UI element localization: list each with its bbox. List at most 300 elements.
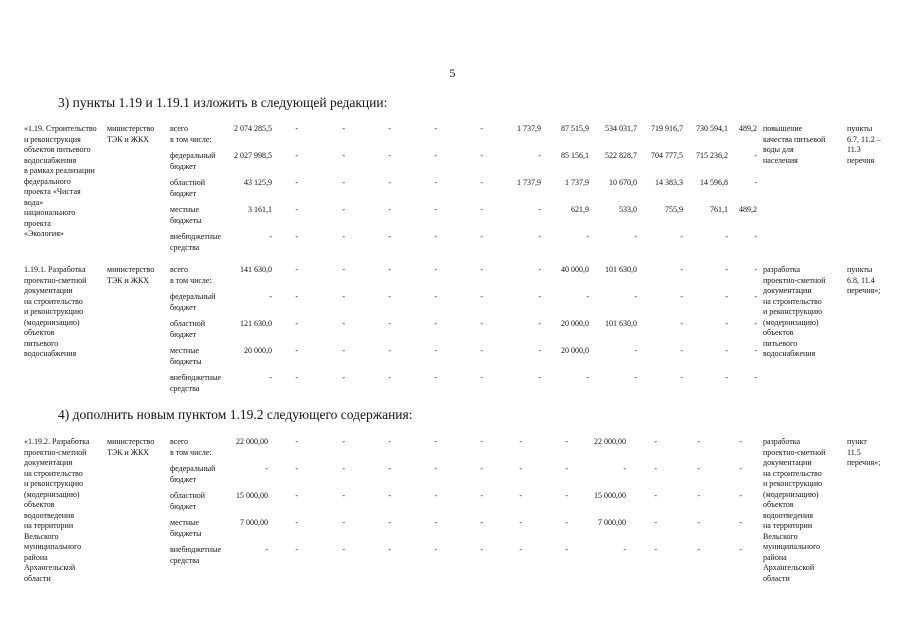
funding-value: - bbox=[623, 545, 626, 554]
funding-value: - bbox=[725, 232, 728, 241]
text-line: всего bbox=[170, 124, 189, 133]
funding-value: - bbox=[480, 205, 483, 214]
funding-value: - bbox=[480, 437, 483, 446]
executor bbox=[107, 265, 167, 286]
funding-value: - bbox=[388, 491, 391, 500]
text-line: разработка bbox=[763, 265, 801, 274]
funding-value: - bbox=[295, 178, 298, 187]
funding-value: 40 000,0 bbox=[561, 265, 589, 274]
text-line: проектно-сметной bbox=[763, 447, 826, 457]
funding-value: - bbox=[295, 491, 298, 500]
text-line: федеральный bbox=[170, 464, 216, 473]
funding-value: - bbox=[434, 491, 437, 500]
funding-value: - bbox=[388, 319, 391, 328]
text-line: средства bbox=[170, 383, 200, 393]
text-line: проектно-сметной bbox=[763, 275, 826, 285]
funding-value: - bbox=[725, 373, 728, 382]
text-line: области bbox=[763, 573, 790, 583]
text-line: местные bbox=[170, 346, 200, 355]
funding-value: - bbox=[680, 292, 683, 301]
funding-value: 10 670,0 bbox=[609, 178, 637, 187]
section-heading: 4) дополнить новым пунктом 1.19.2 следующего содержания: bbox=[58, 407, 413, 422]
funding-value: - bbox=[388, 545, 391, 554]
text-line: в том числе: bbox=[170, 275, 212, 285]
funding-value: - bbox=[480, 319, 483, 328]
text-line: средства bbox=[170, 242, 200, 252]
funding-value: - bbox=[654, 518, 657, 527]
text-line: бюджет bbox=[170, 188, 197, 198]
text-line: документации bbox=[24, 286, 73, 295]
executor bbox=[107, 124, 167, 145]
funding-value: - bbox=[434, 518, 437, 527]
text-line: пункты bbox=[847, 265, 873, 274]
funding-value: 3 161,1 bbox=[248, 205, 272, 214]
funding-value: - bbox=[519, 491, 522, 500]
funding-value: - bbox=[388, 437, 391, 446]
text-line: на территории bbox=[24, 521, 74, 530]
funding-value: - bbox=[634, 373, 637, 382]
funding-value: - bbox=[538, 346, 541, 355]
funding-value: 715 236,2 bbox=[696, 151, 728, 160]
funding-value: - bbox=[754, 232, 757, 241]
funding-value: - bbox=[680, 319, 683, 328]
funding-value: - bbox=[388, 518, 391, 527]
text-line: водоснабжения bbox=[763, 349, 816, 358]
text-line: 6.8, 11.4 bbox=[847, 275, 875, 285]
expected-result bbox=[763, 437, 845, 584]
text-line: документации bbox=[763, 286, 812, 295]
text-line: внебюджетные bbox=[170, 545, 221, 554]
funding-value: - bbox=[269, 373, 272, 382]
funding-value: - bbox=[388, 124, 391, 133]
funding-value: - bbox=[654, 491, 657, 500]
text-line: Архангельской bbox=[763, 563, 815, 572]
text-line: министерство bbox=[107, 124, 155, 133]
funding-value: - bbox=[295, 464, 298, 473]
funding-value: 20 000,0 bbox=[561, 346, 589, 355]
funding-value: - bbox=[754, 346, 757, 355]
funding-value: - bbox=[295, 265, 298, 274]
funding-value: 534 031,7 bbox=[605, 124, 637, 133]
text-line: «1.19. Строительство bbox=[24, 124, 97, 133]
funding-value: 43 125,9 bbox=[244, 178, 272, 187]
text-line: областной bbox=[170, 178, 206, 187]
measure-name bbox=[24, 124, 106, 240]
text-line: бюджет bbox=[170, 161, 197, 171]
text-line: федерального bbox=[24, 176, 71, 186]
text-line: федеральный bbox=[170, 292, 216, 301]
funding-value: 533,0 bbox=[619, 205, 637, 214]
funding-value: - bbox=[388, 151, 391, 160]
funding-value: 755,9 bbox=[665, 205, 683, 214]
text-line: 1.19.1. Разработка bbox=[24, 265, 86, 274]
text-line: местные bbox=[170, 518, 200, 527]
funding-value: - bbox=[265, 545, 268, 554]
text-line: питьевого bbox=[763, 338, 798, 348]
funding-value: - bbox=[480, 265, 483, 274]
funding-value: - bbox=[739, 464, 742, 473]
funding-value: - bbox=[342, 265, 345, 274]
funding-value: - bbox=[586, 232, 589, 241]
funding-value: - bbox=[519, 545, 522, 554]
funding-value: - bbox=[680, 265, 683, 274]
funding-value: - bbox=[434, 205, 437, 214]
funding-value: - bbox=[342, 373, 345, 382]
text-line: 11.3 bbox=[847, 145, 861, 154]
funding-value: - bbox=[342, 346, 345, 355]
expected-result bbox=[763, 265, 845, 360]
funding-value: 141 630,0 bbox=[240, 265, 272, 274]
funding-value: 704 777,5 bbox=[651, 151, 683, 160]
text-line: ТЭК и ЖКХ bbox=[107, 275, 150, 285]
funding-value: - bbox=[739, 545, 742, 554]
funding-value: 2 027 998,5 bbox=[234, 151, 272, 160]
text-line: в том числе: bbox=[170, 447, 212, 457]
funding-value: - bbox=[295, 319, 298, 328]
funding-value: - bbox=[480, 178, 483, 187]
text-line: пункт bbox=[847, 437, 867, 446]
funding-value: - bbox=[654, 545, 657, 554]
funding-value: - bbox=[342, 124, 345, 133]
text-line: «Экология» bbox=[24, 229, 64, 238]
text-line: ТЭК и ЖКХ bbox=[107, 447, 150, 457]
funding-value: - bbox=[434, 151, 437, 160]
text-line: всего bbox=[170, 265, 189, 274]
funding-value: - bbox=[480, 464, 483, 473]
funding-value: - bbox=[434, 124, 437, 133]
funding-value: - bbox=[269, 232, 272, 241]
funding-value: 20 000,0 bbox=[561, 319, 589, 328]
text-line: ТЭК и ЖКХ bbox=[107, 134, 150, 144]
funding-value: - bbox=[754, 151, 757, 160]
text-line: на строительство bbox=[24, 296, 83, 306]
funding-value: - bbox=[538, 151, 541, 160]
funding-value: - bbox=[342, 437, 345, 446]
funding-value: - bbox=[538, 373, 541, 382]
funding-value: - bbox=[654, 464, 657, 473]
funding-value: - bbox=[586, 292, 589, 301]
funding-value: - bbox=[388, 373, 391, 382]
text-line: и реконструкцию bbox=[763, 307, 823, 316]
text-line: на строительство bbox=[763, 296, 822, 306]
funding-value: 22 000,00 bbox=[594, 437, 626, 446]
text-line: водоотведения bbox=[763, 510, 813, 520]
funding-value: - bbox=[342, 151, 345, 160]
text-line: бюджет bbox=[170, 329, 197, 339]
text-line: и реконструкцию bbox=[24, 479, 84, 488]
funding-value: - bbox=[754, 373, 757, 382]
funding-value: - bbox=[295, 205, 298, 214]
funding-value: - bbox=[342, 464, 345, 473]
text-line: водоснабжения bbox=[24, 155, 77, 165]
funding-value: - bbox=[697, 464, 700, 473]
text-line: и реконструкцию bbox=[763, 479, 823, 488]
text-line: на строительство bbox=[24, 468, 83, 478]
text-line: Архангельской bbox=[24, 563, 76, 572]
funding-value: - bbox=[434, 319, 437, 328]
text-line: воды для bbox=[763, 145, 794, 154]
measure-name bbox=[24, 265, 106, 360]
funding-value: - bbox=[388, 292, 391, 301]
text-line: объектов питьевого bbox=[24, 145, 91, 154]
text-line: проекта «Чистая bbox=[24, 187, 81, 196]
text-line: федеральный bbox=[170, 151, 216, 160]
text-line: на строительство bbox=[763, 468, 822, 478]
funding-value: 87 515,9 bbox=[561, 124, 589, 133]
funding-value: 621,9 bbox=[571, 205, 589, 214]
funding-value: - bbox=[634, 232, 637, 241]
funding-value: - bbox=[538, 265, 541, 274]
text-line: документации bbox=[24, 458, 73, 467]
text-line: объектов bbox=[24, 328, 55, 337]
funding-value: - bbox=[434, 232, 437, 241]
funding-value: - bbox=[538, 205, 541, 214]
text-line: водоснабжения bbox=[24, 349, 77, 358]
funding-value: 121 630,0 bbox=[240, 319, 272, 328]
task-reference bbox=[847, 124, 897, 166]
text-line: повышение bbox=[763, 124, 803, 133]
text-line: объектов bbox=[763, 328, 794, 337]
text-line: бюджеты bbox=[170, 356, 202, 366]
funding-value: - bbox=[434, 292, 437, 301]
funding-value: - bbox=[342, 319, 345, 328]
funding-value: - bbox=[342, 178, 345, 187]
executor bbox=[107, 437, 167, 458]
funding-value: - bbox=[342, 491, 345, 500]
text-line: министерство bbox=[107, 437, 155, 446]
funding-value: 719 916,7 bbox=[651, 124, 683, 133]
funding-value: 2 074 285,5 bbox=[234, 124, 272, 133]
funding-value: - bbox=[623, 464, 626, 473]
task-reference bbox=[847, 265, 897, 297]
funding-value: - bbox=[295, 346, 298, 355]
funding-value: - bbox=[388, 178, 391, 187]
funding-value: - bbox=[434, 464, 437, 473]
text-line: на территории bbox=[763, 521, 813, 530]
funding-value: 7 000,00 bbox=[240, 518, 268, 527]
funding-value: 522 828,7 bbox=[605, 151, 637, 160]
page-number: 5 bbox=[449, 66, 456, 80]
funding-value: - bbox=[519, 437, 522, 446]
funding-value: - bbox=[388, 265, 391, 274]
text-line: бюджет bbox=[170, 474, 197, 484]
funding-value: - bbox=[342, 545, 345, 554]
text-line: и реконструкцию bbox=[24, 307, 84, 316]
funding-value: - bbox=[342, 518, 345, 527]
funding-value: - bbox=[480, 346, 483, 355]
funding-value: - bbox=[480, 232, 483, 241]
text-line: (модернизацию) bbox=[763, 317, 819, 327]
funding-value: - bbox=[388, 232, 391, 241]
text-line: 11.5 bbox=[847, 447, 861, 457]
text-line: вода» bbox=[24, 197, 44, 207]
funding-value: - bbox=[434, 178, 437, 187]
funding-value: - bbox=[538, 319, 541, 328]
funding-value: - bbox=[586, 373, 589, 382]
funding-value: - bbox=[634, 346, 637, 355]
funding-value: - bbox=[565, 464, 568, 473]
text-line: в рамках реализации bbox=[24, 166, 95, 175]
funding-value: - bbox=[388, 464, 391, 473]
funding-value: - bbox=[725, 319, 728, 328]
text-line: населения bbox=[763, 155, 798, 165]
funding-value: - bbox=[538, 292, 541, 301]
funding-value: - bbox=[519, 518, 522, 527]
text-line: области bbox=[24, 573, 51, 583]
funding-value: - bbox=[680, 373, 683, 382]
funding-value: - bbox=[480, 151, 483, 160]
funding-value: - bbox=[697, 491, 700, 500]
text-line: национального bbox=[24, 208, 76, 217]
funding-value: - bbox=[654, 437, 657, 446]
funding-value: - bbox=[434, 346, 437, 355]
expected-result bbox=[763, 124, 845, 166]
text-line: бюджет bbox=[170, 501, 197, 511]
funding-value: - bbox=[725, 292, 728, 301]
text-line: бюджеты bbox=[170, 528, 202, 538]
funding-value: - bbox=[434, 265, 437, 274]
funding-value: 85 156,1 bbox=[561, 151, 589, 160]
funding-value: 7 000,00 bbox=[598, 518, 626, 527]
text-line: Вельского bbox=[763, 531, 798, 541]
funding-value: - bbox=[295, 232, 298, 241]
text-line: документации bbox=[763, 458, 812, 467]
text-line: средства bbox=[170, 555, 200, 565]
text-line: в том числе: bbox=[170, 134, 212, 144]
funding-value: - bbox=[342, 232, 345, 241]
funding-value: - bbox=[269, 292, 272, 301]
funding-value: - bbox=[565, 518, 568, 527]
text-line: пункты bbox=[847, 124, 873, 133]
funding-value: - bbox=[725, 346, 728, 355]
text-line: (модернизацию) bbox=[763, 489, 819, 499]
text-line: проекта bbox=[24, 218, 51, 228]
funding-value: - bbox=[480, 518, 483, 527]
funding-value: - bbox=[342, 292, 345, 301]
funding-value: - bbox=[265, 464, 268, 473]
funding-value: - bbox=[565, 545, 568, 554]
text-line: (модернизацию) bbox=[24, 489, 80, 499]
text-line: министерство bbox=[107, 265, 155, 274]
text-line: перечня bbox=[847, 155, 875, 165]
funding-value: - bbox=[565, 491, 568, 500]
funding-value: - bbox=[434, 545, 437, 554]
funding-value: - bbox=[680, 232, 683, 241]
funding-value: - bbox=[565, 437, 568, 446]
funding-value: 1 737,9 bbox=[565, 178, 589, 187]
text-line: водоотведения bbox=[24, 510, 74, 520]
funding-value: - bbox=[295, 151, 298, 160]
funding-value: - bbox=[434, 373, 437, 382]
text-line: бюджеты bbox=[170, 215, 202, 225]
funding-value: 101 630,0 bbox=[605, 265, 637, 274]
text-line: объектов bbox=[24, 500, 55, 509]
funding-value: - bbox=[754, 319, 757, 328]
text-line: качества питьевой bbox=[763, 134, 826, 144]
funding-value: 489,2 bbox=[739, 124, 757, 133]
funding-value: - bbox=[295, 437, 298, 446]
funding-value: - bbox=[739, 518, 742, 527]
funding-value: - bbox=[480, 373, 483, 382]
funding-value: - bbox=[295, 292, 298, 301]
funding-value: - bbox=[697, 437, 700, 446]
funding-value: - bbox=[295, 518, 298, 527]
funding-value: 761,1 bbox=[710, 205, 728, 214]
text-line: всего bbox=[170, 437, 189, 446]
measure-name bbox=[24, 437, 106, 584]
funding-value: 15 000,00 bbox=[236, 491, 268, 500]
funding-value: - bbox=[538, 232, 541, 241]
text-line: 6.7, 11.2 – bbox=[847, 134, 881, 144]
funding-value: - bbox=[388, 346, 391, 355]
funding-value: - bbox=[697, 545, 700, 554]
funding-value: - bbox=[295, 124, 298, 133]
funding-value: - bbox=[754, 265, 757, 274]
funding-value: 730 594,1 bbox=[696, 124, 728, 133]
funding-value: - bbox=[739, 437, 742, 446]
text-line: местные bbox=[170, 205, 200, 214]
text-line: питьевого bbox=[24, 338, 59, 348]
text-line: муниципального bbox=[763, 542, 821, 551]
funding-value: 20 000,0 bbox=[244, 346, 272, 355]
text-line: перечня»; bbox=[847, 458, 881, 467]
text-line: и реконструкция bbox=[24, 134, 81, 144]
funding-value: - bbox=[480, 292, 483, 301]
funding-value: - bbox=[754, 178, 757, 187]
text-line: проектно-сметной bbox=[24, 275, 87, 285]
funding-value: - bbox=[519, 464, 522, 473]
funding-value: - bbox=[295, 373, 298, 382]
text-line: перечня»; bbox=[847, 286, 881, 295]
text-line: Вельского bbox=[24, 531, 59, 541]
funding-value: 15 000,00 bbox=[594, 491, 626, 500]
text-line: объектов bbox=[763, 500, 794, 509]
funding-value: 101 630,0 bbox=[605, 319, 637, 328]
text-line: проектно-сметной bbox=[24, 447, 87, 457]
funding-value: - bbox=[697, 518, 700, 527]
funding-value: - bbox=[388, 205, 391, 214]
section-heading: 3) пункты 1.19 и 1.19.1 изложить в следующей редакции: bbox=[58, 95, 388, 110]
funding-value: - bbox=[725, 265, 728, 274]
funding-value: - bbox=[342, 205, 345, 214]
funding-value: 1 737,9 bbox=[517, 178, 541, 187]
text-line: областной bbox=[170, 491, 206, 500]
funding-value: - bbox=[754, 292, 757, 301]
funding-value: - bbox=[680, 346, 683, 355]
funding-value: - bbox=[434, 437, 437, 446]
text-line: внебюджетные bbox=[170, 232, 221, 241]
text-line: разработка bbox=[763, 437, 801, 446]
text-line: областной bbox=[170, 319, 206, 328]
task-reference bbox=[847, 437, 897, 469]
text-line: муниципального bbox=[24, 542, 82, 551]
text-line: района bbox=[763, 552, 787, 562]
text-line: бюджет bbox=[170, 302, 197, 312]
funding-value: 14 596,8 bbox=[700, 178, 728, 187]
text-line: (модернизацию) bbox=[24, 317, 80, 327]
funding-value: - bbox=[480, 491, 483, 500]
funding-value: - bbox=[480, 124, 483, 133]
funding-value: - bbox=[634, 292, 637, 301]
text-line: района bbox=[24, 552, 48, 562]
text-line: внебюджетные bbox=[170, 373, 221, 382]
funding-value: 1 737,9 bbox=[517, 124, 541, 133]
funding-value: 14 383,3 bbox=[655, 178, 683, 187]
funding-value: - bbox=[480, 545, 483, 554]
funding-value: 22 000,00 bbox=[236, 437, 268, 446]
funding-value: 489,2 bbox=[739, 205, 757, 214]
funding-value: - bbox=[295, 545, 298, 554]
